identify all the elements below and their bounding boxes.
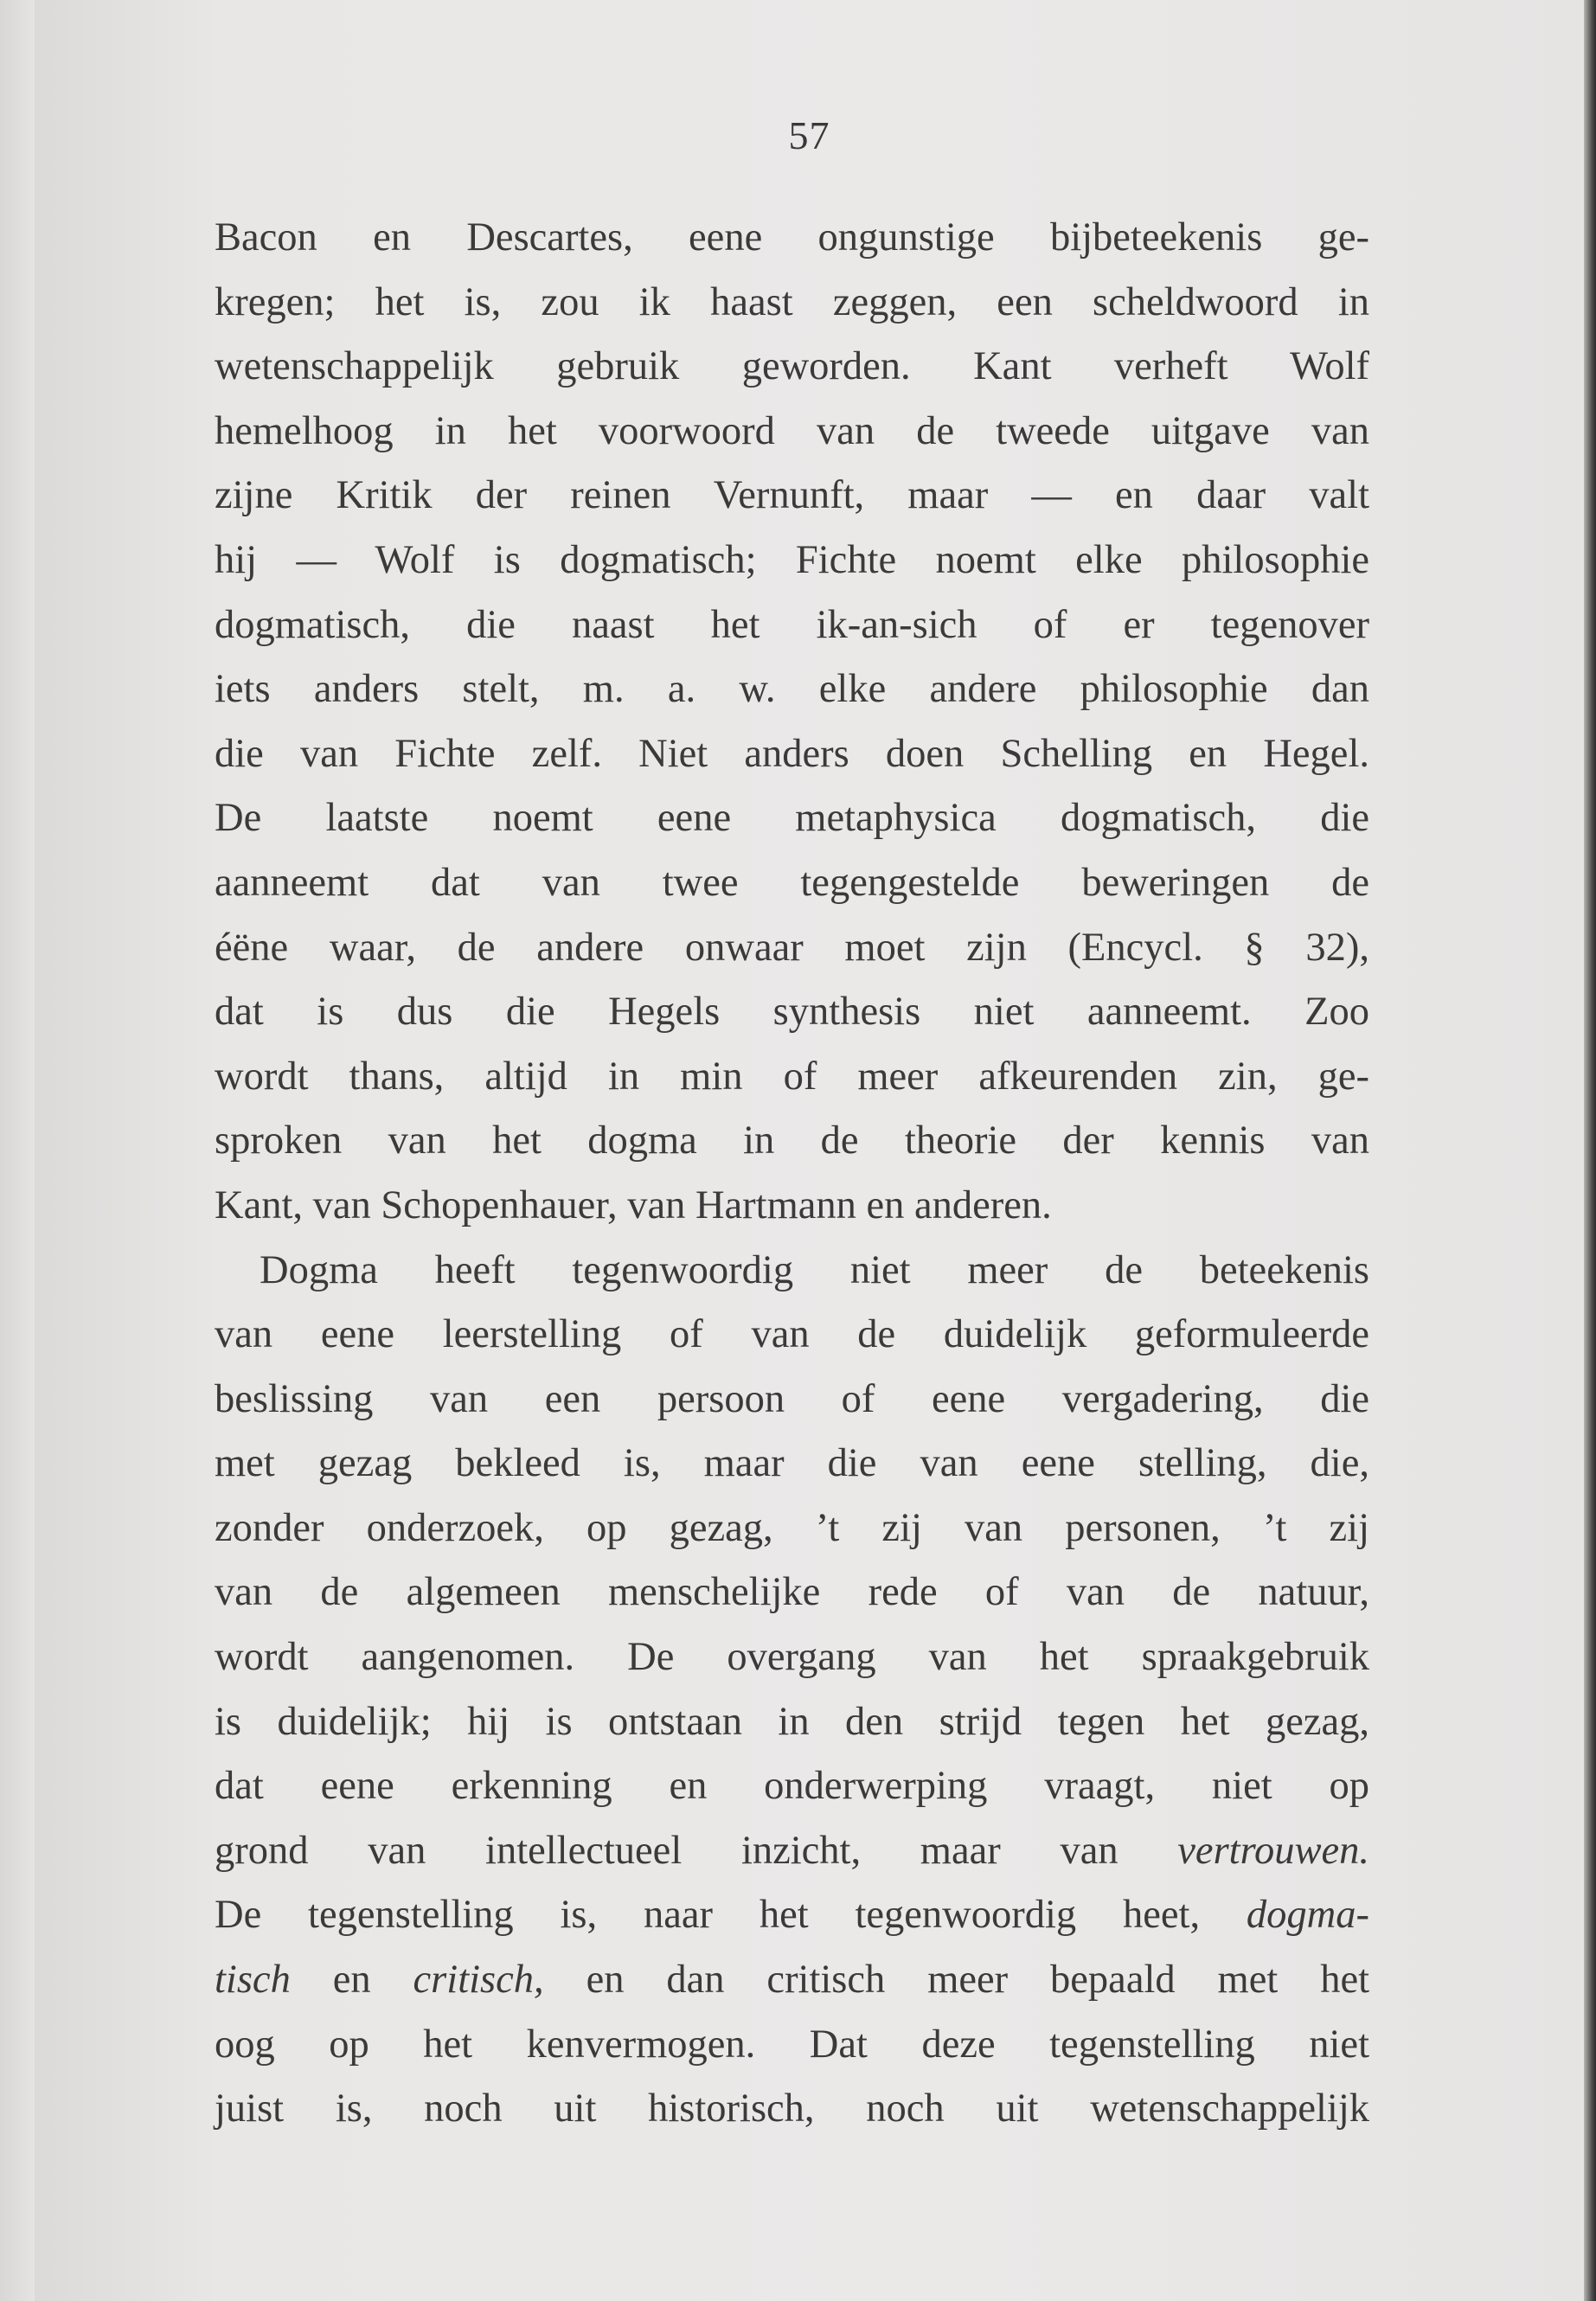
text-line xyxy=(215,1883,1369,1948)
text-segment: wordt aangenomen. De overgang van het spraakgebruik xyxy=(215,1635,1369,1680)
text-segment: dat is dus die Hegels synthesis niet aanneemt. Zoo xyxy=(215,990,1369,1035)
text-line xyxy=(215,1497,1369,1561)
text-line xyxy=(215,1303,1369,1368)
italic-text: critisch, xyxy=(413,1958,544,2003)
italic-text: vertrouwen. xyxy=(1177,1828,1369,1873)
text-segment: iets anders stelt, m. a. w. elke andere philosophie dan xyxy=(215,667,1369,712)
text-line xyxy=(215,786,1369,851)
text-line xyxy=(215,1239,1369,1304)
text-line xyxy=(215,1754,1369,1819)
text-segment: zonder onderzoek, op gezag, ’t zij van personen, ’t zij xyxy=(215,1505,1369,1550)
text-segment: Dogma heeft tegenwoordig niet meer de beteekenis xyxy=(260,1247,1369,1292)
text-segment: oog op het kenvermogen. Dat deze tegenstelling niet xyxy=(215,2022,1369,2067)
book-page xyxy=(35,0,1584,2301)
text-segment: De laatste noemt eene metaphysica dogmatisch, die xyxy=(215,796,1369,841)
text-segment: is duidelijk; hij is ontstaan in den strijd tegen het gezag, xyxy=(215,1699,1369,1744)
text-segment: juist is, noch uit historisch, noch uit wetenschappelijk xyxy=(215,2086,1369,2131)
text-segment: éëne waar, de andere onwaar moet zijn (Encycl. § 32), xyxy=(215,925,1369,970)
text-line xyxy=(215,2077,1369,2142)
italic-text: dogma- xyxy=(1246,1893,1369,1938)
text-segment: Bacon en Descartes, eene ongunstige bijbeteekenis ge- xyxy=(215,215,1369,260)
text-line xyxy=(215,1625,1369,1690)
text-segment: dat eene erkenning en onderwerping vraagt, niet op xyxy=(215,1764,1369,1809)
text-line xyxy=(215,851,1369,916)
text-line xyxy=(215,1109,1369,1174)
italic-text: tisch xyxy=(215,1958,291,2003)
text-segment: dogmatisch, die naast het ik-an-sich of er tegenover xyxy=(215,602,1369,647)
text-line xyxy=(215,722,1369,787)
text-line xyxy=(215,980,1369,1045)
page-number: 57 xyxy=(788,113,830,157)
text-line xyxy=(215,271,1369,336)
text-line xyxy=(215,593,1369,658)
text-segment: Kant, van Schopenhauer, van Hartmann en anderen. xyxy=(215,1183,1052,1227)
text-segment: hij — Wolf is dogmatisch; Fichte noemt elke philosophie xyxy=(215,537,1369,582)
text-segment: wetenschappelijk gebruik geworden. Kant verheft Wolf xyxy=(215,344,1369,389)
text-segment: die van Fichte zelf. Niet anders doen Schelling en Hegel. xyxy=(215,731,1369,776)
text-segment: wordt thans, altijd in min of meer afkeurenden zin, ge- xyxy=(215,1054,1369,1099)
text-segment: van eene leerstelling of van de duidelijk geformuleerde xyxy=(215,1312,1369,1357)
text-segment: zijne Kritik der reinen Vernunft, maar — en daar valt xyxy=(215,473,1369,518)
text-segment: beslissing van een persoon of eene vergadering, die xyxy=(215,1376,1369,1421)
text-line xyxy=(215,529,1369,593)
text-segment: grond van intellectueel inzicht, maar van xyxy=(215,1828,1178,1873)
text-line xyxy=(215,1368,1369,1433)
text-segment: sproken van het dogma in de theorie der kennis van xyxy=(215,1118,1369,1163)
text-line xyxy=(215,335,1369,400)
text-line xyxy=(215,916,1369,981)
text-line xyxy=(215,1174,1369,1239)
text-segment: kregen; het is, zou ik haast zeggen, een scheldwoord in xyxy=(215,279,1369,324)
text-line xyxy=(215,1948,1369,2013)
text-line xyxy=(215,400,1369,465)
text-segment: aanneemt dat van twee tegengestelde beweringen de xyxy=(215,860,1369,905)
body-text xyxy=(215,206,1369,2142)
text-segment: met gezag bekleed is, maar die van eene stelling, die, xyxy=(215,1441,1369,1486)
text-line xyxy=(215,1690,1369,1755)
text-line xyxy=(215,1045,1369,1110)
text-line xyxy=(215,1561,1369,1625)
text-line xyxy=(215,464,1369,529)
scan-margin-left xyxy=(0,0,35,2301)
text-segment: en xyxy=(290,1958,413,2003)
text-segment: hemelhoog in het voorwoord van de tweede uitgave van xyxy=(215,408,1369,453)
text-line xyxy=(215,657,1369,722)
text-line xyxy=(215,206,1369,271)
text-segment: De tegenstelling is, naar het tegenwoordig heet, xyxy=(215,1893,1247,1938)
text-line xyxy=(215,1432,1369,1497)
scan-margin-right xyxy=(1584,0,1596,2301)
text-segment: van de algemeen menschelijke rede of van de natuur, xyxy=(215,1570,1369,1615)
text-line xyxy=(215,2013,1369,2078)
text-segment: en dan critisch meer bepaald met het xyxy=(543,1958,1369,2003)
text-line xyxy=(215,1819,1369,1884)
